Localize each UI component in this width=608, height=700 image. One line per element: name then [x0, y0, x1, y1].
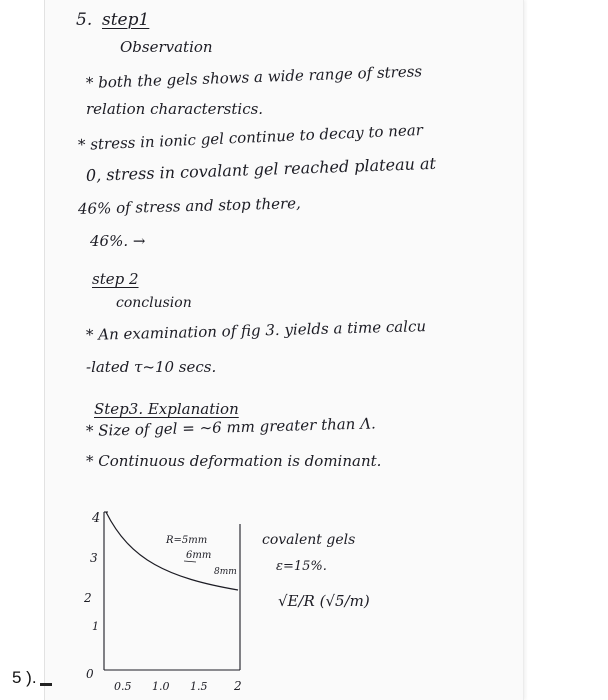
y-tick-label: 2 — [84, 591, 92, 605]
question-number: 5. — [76, 10, 93, 30]
step1-heading: step1 — [102, 10, 150, 30]
explanation-line: * Continuous deformation is dominant. — [86, 452, 382, 470]
conclusion-line: * An examination of fig 3. yields a time calcu — [85, 317, 427, 344]
conclusion-subheading: conclusion — [116, 295, 192, 311]
curve-label: R=5mm — [166, 535, 208, 546]
x-tick-label: 1.0 — [152, 680, 170, 693]
x-tick-label: 0.5 — [114, 680, 132, 693]
observation-line: * both the gels shows a wide range of stress — [85, 62, 423, 92]
observation-line: 0, stress in covalant gel reached plateau at — [85, 153, 437, 185]
observation-line: 46%. → — [90, 232, 146, 250]
observation-line: relation characterstics. — [86, 100, 264, 118]
sketch-note: covalent gels — [262, 532, 356, 548]
relaxation-curve — [106, 512, 238, 590]
x-tick-label: 2 — [234, 679, 242, 693]
x-tick-label: 1.5 — [190, 680, 208, 693]
observation-line: 46% of stress and stop there, — [77, 194, 302, 218]
step3-heading: Step3. Explanation — [94, 400, 239, 418]
y-tick-label: 0 — [86, 667, 94, 681]
conclusion-line: -lated τ~10 secs. — [86, 358, 217, 376]
formula: √E/R (√5/m) — [278, 592, 370, 610]
curve-label: 8mm — [214, 567, 237, 577]
y-tick-label: 1 — [92, 620, 99, 633]
observation-line: * stress in ionic gel continue to decay to near — [77, 120, 424, 154]
step2-heading: step 2 — [92, 270, 139, 288]
curve-label: 6mm — [186, 550, 212, 561]
y-tick-label: 3 — [90, 551, 98, 565]
footer-label: 5 ). — [12, 668, 37, 687]
observation-subheading: Observation — [120, 38, 213, 56]
y-tick-label: 4 — [92, 511, 101, 526]
explanation-line: * Size of gel = ~6 mm greater than Λ. — [85, 414, 376, 440]
footer-rule — [40, 683, 52, 686]
sketch-note: ε=15%. — [276, 559, 327, 574]
